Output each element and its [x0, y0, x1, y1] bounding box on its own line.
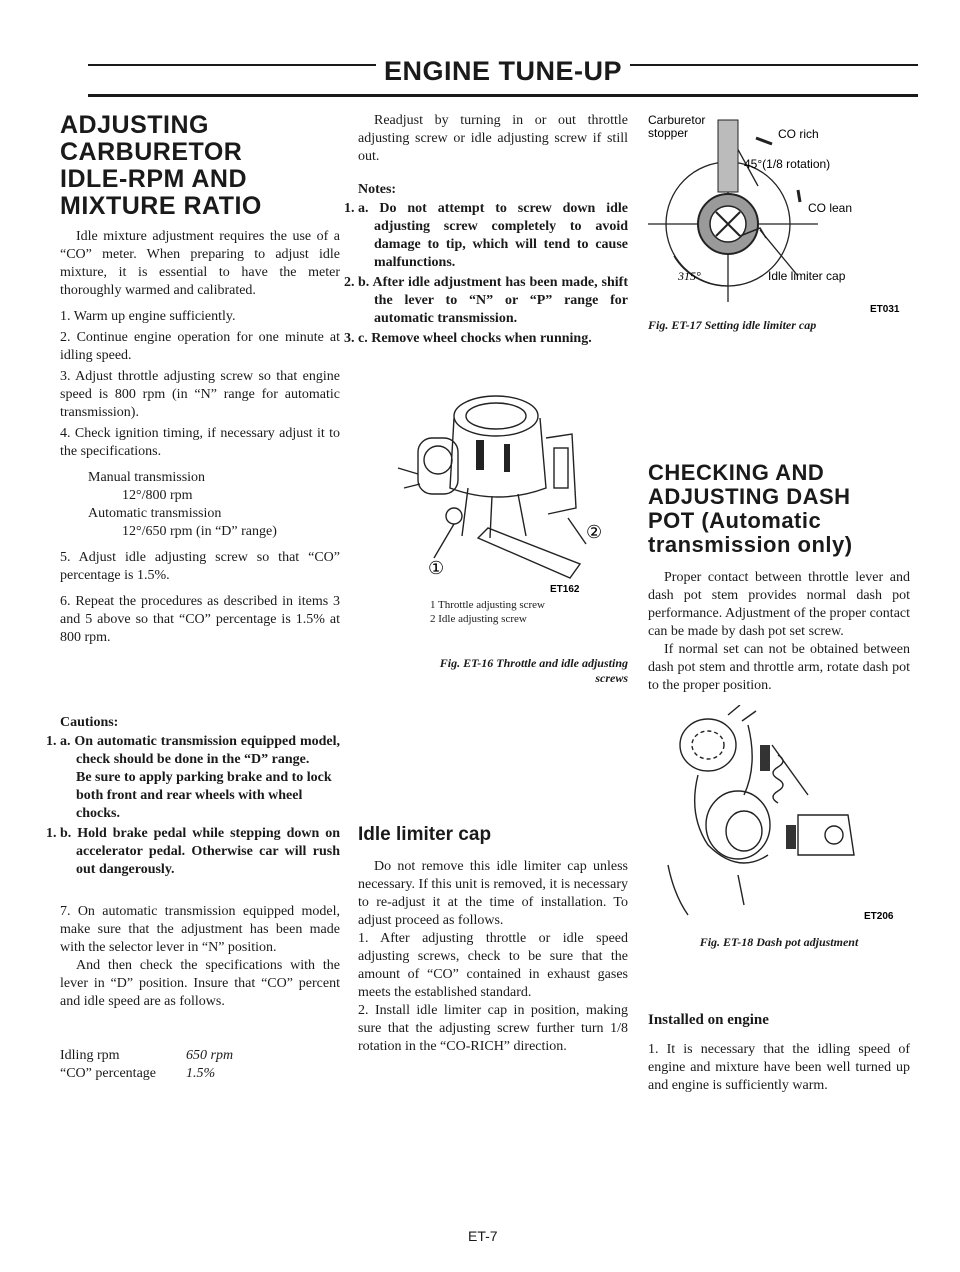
table-cell-key: Idling rpm	[60, 1048, 120, 1063]
step-item: 1. Warm up engine sufficiently.	[60, 309, 236, 324]
cautions-heading: Cautions:	[60, 715, 119, 730]
page-header	[88, 58, 918, 98]
figure-caption-et18: Fig. ET-18 Dash pot adjustment	[699, 935, 859, 949]
step-item: 4. Check ignition timing, if necessary adjust it to the specifications.	[60, 426, 340, 459]
callout-2: ②	[586, 522, 603, 543]
step-item: 2. Continue engine operation for one minute at idling speed.	[60, 330, 340, 363]
note-c: 3. c. Remove wheel chocks when running.	[358, 330, 628, 348]
note-b: 2. b. After idle adjustment has been made, shift the lever to “N” or “P” range for automatic transmission.	[358, 274, 628, 328]
step-7: 7. On automatic transmission equipped model, make sure that the adjustment has been made with the selector lever in “N” position.	[60, 904, 340, 955]
spec-manual-value: 12°/800 rpm	[122, 488, 193, 503]
step-5: 5. Adjust idle adjusting screw so that “CO” percentage is 1.5%.	[60, 550, 340, 583]
carburetor-illustration	[358, 388, 628, 594]
label-stopper: stopper	[648, 126, 689, 140]
title-line: IDLE-RPM AND	[60, 165, 248, 193]
label-carburetor: Carburetor	[648, 113, 706, 127]
dash-paragraph-2: If normal set can not be obtained between dash pot stem and throttle arm, rotate dash pot to the proper position.	[648, 642, 910, 693]
header-rule-bottom	[88, 94, 918, 97]
limiter-paragraph: Do not remove this idle limiter cap unless necessary. If this unit is removed, it is necessary to re-adjust it at the time of installation. To adjust proceed as follows.	[358, 859, 628, 928]
notes-heading: Notes:	[358, 182, 397, 197]
intro-paragraph: Idle mixture adjustment requires the use of a “CO” meter. When preparing to adjust idle mixture, it is essential to have the meter thoroughly warmed and calibrated.	[60, 229, 340, 298]
column-middle	[358, 112, 628, 1056]
figure-limiter-cap	[648, 106, 910, 316]
label-co-lean: CO lean	[808, 201, 853, 215]
caution-b: 1. b. Hold brake pedal while stepping down on accelerator pedal. Otherwise car will rush out dangerously.	[60, 825, 340, 879]
cautions-list-b	[60, 825, 340, 879]
figure-legend	[430, 598, 628, 626]
cautions-list	[60, 733, 340, 769]
spec-block	[88, 469, 340, 541]
notes-list	[358, 200, 628, 348]
figure-caption-et17: Fig. ET-17 Setting idle limiter cap	[648, 318, 817, 332]
page-number: ET-7	[468, 1228, 498, 1244]
table-row	[60, 1047, 340, 1065]
figure-code: ET206	[864, 911, 894, 922]
column-right	[648, 112, 910, 1095]
spec-auto-value: 12°/650 rpm (in “D” range)	[122, 524, 277, 539]
title-line: CHECKING AND	[648, 460, 825, 485]
title-line: CARBURETOR	[60, 138, 243, 166]
label-idle-limiter-cap: Idle limiter cap	[768, 269, 846, 283]
title-line: transmission only)	[648, 532, 853, 557]
column-left	[60, 112, 340, 1083]
title-line: POT (Automatic	[648, 508, 822, 533]
limiter-step-2: 2. Install idle limiter cap in position, making sure that the adjusting screw further turn 1/8 rotation in the “CO-RICH” direction.	[358, 1003, 628, 1054]
readjust-paragraph: Readjust by turning in or out throttle adjusting screw or idle adjusting screw if still out.	[358, 113, 628, 164]
idle-spec-table	[60, 1047, 340, 1083]
figure-carburetor-screws	[358, 388, 628, 594]
section-title-idle-limiter: Idle limiter cap	[358, 824, 492, 845]
section-title-installed-on-engine: Installed on engine	[648, 1012, 769, 1028]
callout-1: ①	[428, 558, 445, 579]
page-title: ENGINE TUNE-UP	[88, 56, 918, 87]
step-item: 3. Adjust throttle adjusting screw so that engine speed is 800 rpm (in “N” range for automatic transmission).	[60, 369, 340, 420]
figure-caption-et16	[358, 656, 628, 686]
table-cell-key: “CO” percentage	[60, 1066, 156, 1081]
table-cell-value: 1.5%	[186, 1066, 216, 1081]
spec-manual-label: Manual transmission	[88, 470, 206, 485]
limiter-cap-diagram	[648, 106, 910, 316]
section-title-dash-pot	[648, 461, 910, 557]
table-cell-value: 650 rpm	[186, 1048, 234, 1063]
steps-list	[60, 308, 340, 461]
table-row	[60, 1065, 340, 1083]
title-line: ADJUSTING DASH	[648, 484, 851, 509]
dash-paragraph-1: Proper contact between throttle lever and dash pot stem provides normal dash pot performance. Adjustment of the proper contact can be made by dash pot set screw.	[648, 570, 911, 639]
step-7-continued: And then check the specifications with the lever in “D” position. Insure that “CO” percent and idle speed are as follows.	[60, 958, 340, 1009]
caption-line: screws	[595, 671, 628, 685]
step-6: 6. Repeat the procedures as described in items 3 and 5 above so that “CO” percentage is 1.5% at 800 rpm.	[60, 594, 340, 645]
figure-dash-pot	[648, 705, 910, 925]
label-45-degrees: 45°(1/8 rotation)	[744, 157, 831, 171]
legend-item: 1 Throttle adjusting screw	[430, 599, 545, 611]
title-line: ADJUSTING	[60, 111, 209, 139]
label-315-degrees: 315°	[678, 269, 701, 283]
label-co-rich: CO rich	[778, 127, 819, 141]
installed-step-1: 1. It is necessary that the idling speed of engine and mixture have been well turned up and engine is sufficiently warm.	[648, 1042, 910, 1093]
dash-pot-illustration	[648, 705, 910, 925]
spec-auto-label: Automatic transmission	[88, 506, 222, 521]
title-line: MIXTURE RATIO	[60, 192, 262, 220]
note-a: 1. a. Do not attempt to screw down idle adjusting screw completely to avoid damage to tip, which will tend to cause malfunctions.	[358, 200, 628, 272]
caution-a-continued: Be sure to apply parking brake and to lock both front and rear wheels with wheel chocks.	[76, 770, 332, 821]
caption-line: Fig. ET-16 Throttle and idle adjusting	[439, 656, 628, 670]
section-title-adjusting-carburetor	[60, 112, 340, 220]
caution-a: 1. a. On automatic transmission equipped model, check should be done in the “D” range.	[60, 733, 340, 769]
figure-code: ET031	[870, 304, 900, 315]
limiter-step-1: 1. After adjusting throttle or idle speed adjusting screws, check to be sure that the amount of “CO” contained in exhaust gases meets the established standard.	[358, 931, 628, 1000]
legend-item: 2 Idle adjusting screw	[430, 613, 527, 625]
figure-code: ET162	[550, 584, 580, 594]
